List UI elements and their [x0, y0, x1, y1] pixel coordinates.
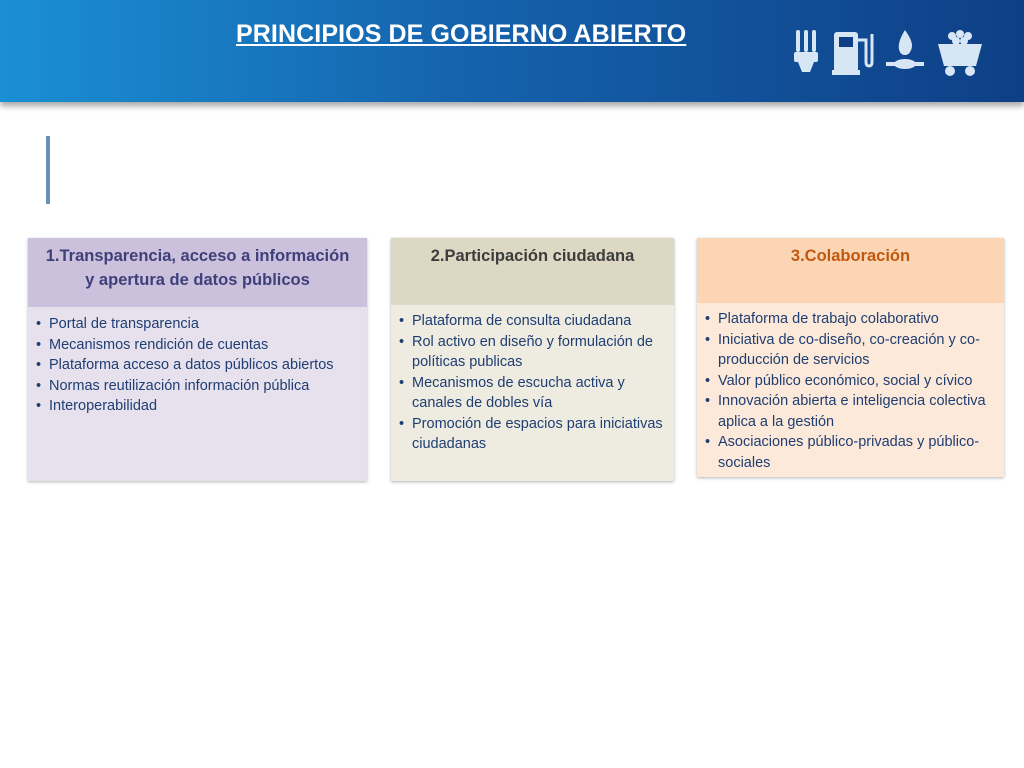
card-body [697, 303, 1004, 477]
list-item: • Valor público económico, social y cívico [705, 371, 996, 392]
list-item: • Normas reutilización información pública [36, 376, 359, 397]
list-item: • Portal de transparencia [36, 314, 359, 335]
list-item: • Plataforma acceso a datos públicos abiertos [36, 355, 359, 376]
card-title [28, 238, 367, 307]
bullet-list [399, 311, 666, 455]
card-title-line-1: 1.Transparencia, acceso a información [45, 247, 350, 265]
list-item: • Asociaciones público-privadas y público-sociales [705, 432, 996, 473]
header-icons [788, 26, 988, 80]
page-title: PRINCIPIOS DE GOBIERNO ABIERTO [236, 20, 687, 48]
list-item: • Rol activo en diseño y formulación de políticas publicas [399, 332, 666, 373]
card-title-line-1: 3.Colaboración [790, 247, 911, 265]
card-body [391, 305, 674, 481]
fuel-pump-icon [832, 26, 874, 80]
header-bar [0, 0, 1024, 102]
list-item: • Mecanismos de escucha activa y canales de dobles vía [399, 373, 666, 414]
list-item: • Interoperabilidad [36, 396, 359, 417]
list-item: • Plataforma de trabajo colaborativo [705, 309, 996, 330]
list-item: • Mecanismos rendición de cuentas [36, 335, 359, 356]
accent-bar [46, 136, 50, 204]
list-item: • Plataforma de consulta ciudadana [399, 311, 666, 332]
list-item: • Promoción de espacios para iniciativas ciudadanas [399, 414, 666, 455]
card-colaboracion [697, 238, 1004, 477]
mining-cart-icon [936, 26, 984, 80]
card-title-line-2: y apertura de datos públicos [85, 271, 310, 289]
list-item: • Iniciativa de co-diseño, co-creación y co-producción de servicios [705, 330, 996, 371]
gas-flame-icon [886, 26, 924, 80]
list-item: • Innovación abierta e inteligencia colectiva aplica a la gestión [705, 391, 996, 432]
card-title [697, 238, 1004, 303]
card-title-line-1: 2.Participación ciudadana [430, 247, 635, 265]
card-participacion [391, 238, 674, 481]
bullet-list [705, 309, 996, 473]
bullet-list [36, 314, 359, 417]
card-body [28, 307, 367, 481]
lightbulb-icon [792, 26, 820, 80]
card-title [391, 238, 674, 305]
card-transparencia [28, 238, 367, 481]
